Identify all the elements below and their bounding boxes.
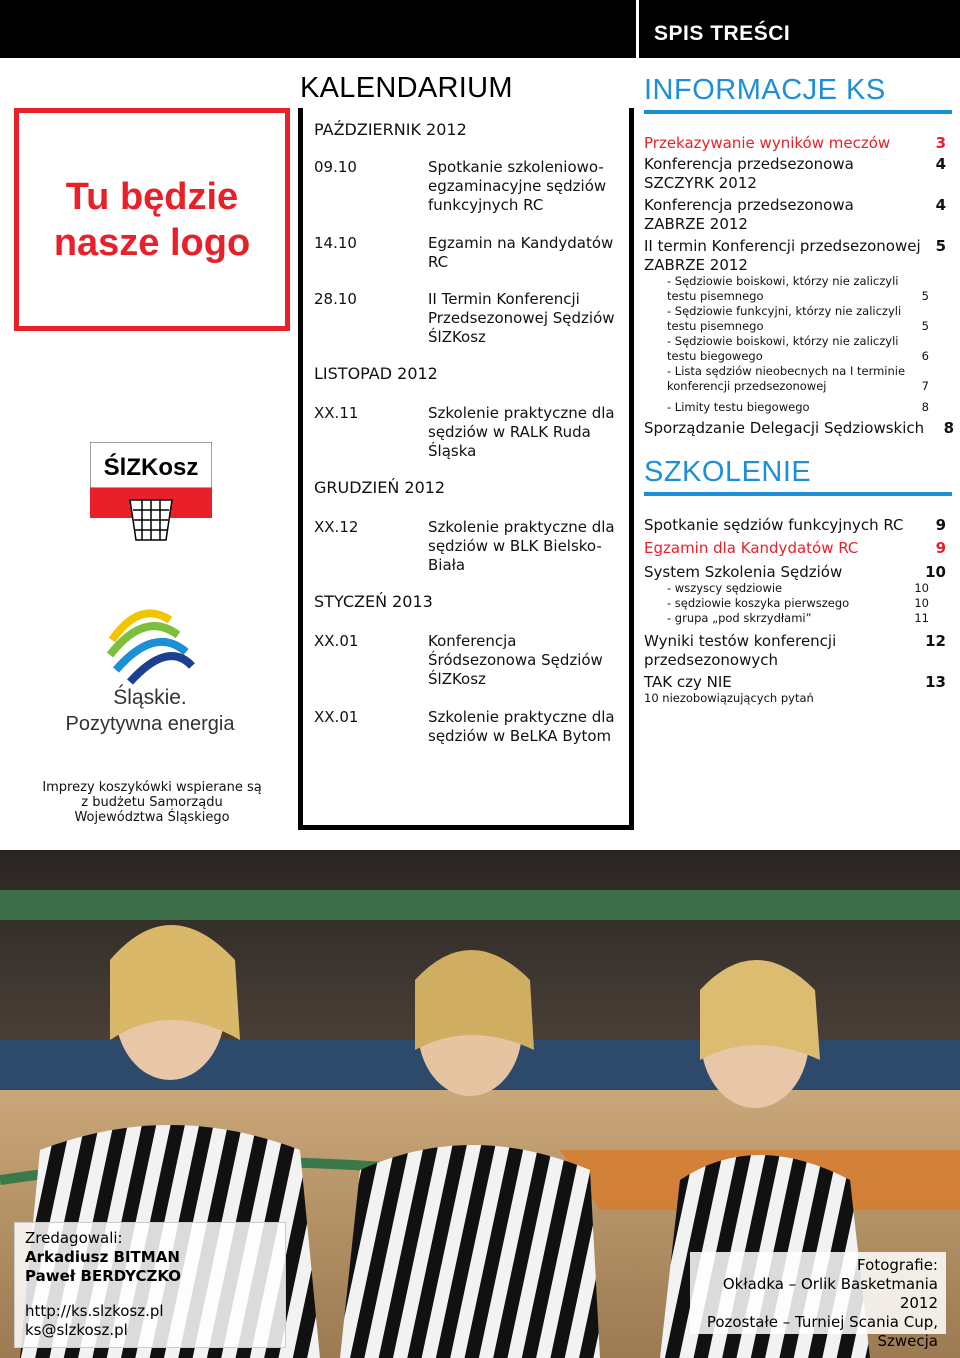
editor-name: Paweł BERDYCZKO: [25, 1267, 182, 1285]
slaskie-logo-icon: [60, 600, 240, 740]
toc-subitem[interactable]: [667, 400, 929, 415]
toc-subitem-page: 5: [921, 319, 929, 333]
toc-item-label: II termin Konferencji przedsezonowej: [644, 237, 921, 255]
toc-item-label: Konferencja przedsezonowa: [644, 196, 854, 214]
event-description: Szkolenie praktyczne dla sędziów w BLK Bielsko-Biała: [428, 518, 615, 574]
toc-subitem-page: 6: [921, 349, 929, 363]
toc-item-label-line2: ZABRZE 2012: [644, 256, 748, 274]
toc-subitem-line1: - Sędziowie boiskowi, którzy nie zaliczyli: [667, 274, 899, 288]
calendar-month: PAŹDZIERNIK 2012: [314, 120, 467, 139]
toc-item[interactable]: [644, 539, 946, 558]
toc-subitem-page: 11: [914, 611, 929, 625]
toc-section-training-title: SZKOLENIE: [644, 456, 812, 488]
toc-item-page: 9: [935, 516, 946, 534]
email-link[interactable]: ks@slzkosz.pl: [25, 1321, 128, 1339]
event-description: Konferencja Śródsezonowa Sędziów ŚlZKosz: [428, 632, 603, 688]
toc-item[interactable]: [644, 632, 946, 670]
event-description: Szkolenie praktyczne dla sędziów w RALK Ruda Śląska: [428, 404, 615, 460]
toc-item-label-line2: ZABRZE 2012: [644, 215, 748, 233]
toc-item-page: 4: [935, 196, 946, 214]
editor-name: Arkadiusz BITMAN: [25, 1248, 180, 1266]
toc-item[interactable]: [644, 134, 946, 153]
toc-item[interactable]: [644, 237, 946, 275]
event-date: XX.11: [314, 404, 359, 422]
toc-item-label: Wyniki testów konferencji: [644, 632, 837, 650]
logo-placeholder: [14, 108, 290, 331]
toc-subitem-line2: testu pisemnego: [667, 289, 764, 303]
event-date: 09.10: [314, 158, 357, 176]
toc-item-label: Sporządzanie Delegacji Sędziowskich: [644, 419, 925, 437]
toc-item[interactable]: [644, 419, 954, 438]
toc-subitem[interactable]: [667, 611, 929, 626]
toc-item[interactable]: [644, 563, 946, 582]
logo-placeholder-line1: Tu będzie: [65, 175, 239, 218]
toc-subitem-page: 10: [914, 581, 929, 595]
toc-item-label: System Szkolenia Sędziów: [644, 563, 843, 581]
logo-placeholder-line2: nasze logo: [53, 221, 251, 264]
toc-item-page: 4: [935, 155, 946, 173]
toc-item-page: 12: [925, 632, 946, 650]
toc-subitem-line1: - Sędziowie funkcyjni, którzy nie zaliczyli: [667, 304, 902, 318]
event-date: 14.10: [314, 234, 357, 252]
top-bar: [0, 0, 960, 58]
editors-credits: [14, 1222, 286, 1348]
toc-subitem[interactable]: [667, 364, 929, 394]
photo-credit-line: Szwecja: [877, 1332, 938, 1350]
toc-subitem-page: 7: [921, 379, 929, 393]
event-description: Spotkanie szkoleniowo-egzaminacyjne sędziów funkcyjnych RC: [428, 158, 607, 214]
slaskie-logo-line1: Śląskie.: [113, 686, 187, 709]
toc-subitem-line2: testu pisemnego: [667, 319, 764, 333]
toc-subitem-label: - wszyscy sędziowie: [667, 581, 783, 595]
toc-item-label: TAK czy NIE: [644, 673, 732, 691]
photos-label: Fotografie:: [857, 1256, 938, 1274]
slaskie-logo-line2: Pozytywna energia: [65, 713, 235, 735]
toc-item[interactable]: [644, 673, 946, 692]
toc-item-label: Przekazywanie wyników meczów: [644, 134, 891, 152]
toc-subitem[interactable]: [667, 274, 929, 304]
toc-subitem-page: 10: [914, 596, 929, 610]
website-link[interactable]: http://ks.slzkosz.pl: [25, 1302, 164, 1320]
photo-credits: [690, 1252, 946, 1350]
cover-photo: [0, 850, 960, 1358]
toc-item-page: 13: [925, 673, 946, 691]
event-date: XX.01: [314, 632, 359, 650]
toc-subitem-label: - grupa „pod skrzydłami”: [667, 611, 812, 625]
toc-item[interactable]: [644, 516, 946, 535]
toc-item-page: 5: [935, 237, 946, 255]
toc-header-title: SPIS TREŚCI: [654, 22, 791, 45]
toc-section-rule: [644, 110, 952, 114]
slzkosz-logo-text: ŚlZKosz: [103, 454, 199, 481]
toc-item-label-line2: SZCZYRK 2012: [644, 174, 757, 192]
toc-subitem-label: - sędziowie koszyka pierwszego: [667, 596, 850, 610]
event-date: 28.10: [314, 290, 357, 308]
support-text: Imprezy koszykówki wspierane są z budżetu Samorządu Województwa Śląskiego: [42, 780, 262, 825]
event-description: Egzamin na Kandydatów RC: [428, 234, 614, 271]
event-date: XX.12: [314, 518, 359, 536]
toc-subitem[interactable]: [667, 304, 929, 334]
toc-subitem-line1: - Sędziowie boiskowi, którzy nie zaliczyli: [667, 334, 899, 348]
toc-item-page: 8: [943, 419, 954, 437]
event-description: II Termin Konferencji Przedsezonowej Sędziów ŚlZKosz: [428, 290, 615, 346]
toc-subitem-line1: - Limity testu biegowego: [667, 400, 810, 414]
toc-subitem-line1: - Lista sędziów nieobecnych na I terminie: [667, 364, 906, 378]
toc-subitem[interactable]: [667, 596, 929, 611]
toc-subitem[interactable]: [667, 334, 929, 364]
photo-credit-line: Okładka – Orlik Basketmania 2012: [722, 1275, 938, 1312]
slzkosz-logo-icon: [90, 442, 212, 542]
toc-section-rule: [644, 492, 952, 496]
toc-subitem-line2: konferencji przedsezonowej: [667, 379, 827, 393]
photo-credit-line: Pozostałe – Turniej Scania Cup,: [706, 1313, 938, 1331]
toc-item-label: Konferencja przedsezonowa: [644, 155, 854, 173]
event-description: Szkolenie praktyczne dla sędziów w BeLKA Bytom: [428, 708, 615, 745]
toc-item[interactable]: [644, 196, 946, 234]
toc-item-page: 3: [935, 134, 946, 152]
toc-item-label: Egzamin dla Kandydatów RC: [644, 539, 859, 557]
toc-item-note: 10 niezobowiązujących pytań: [644, 691, 814, 705]
toc-item-page: 10: [925, 563, 946, 581]
toc-subitem[interactable]: [667, 581, 929, 596]
calendar-month: STYCZEŃ 2013: [314, 592, 433, 611]
toc-item-page: 9: [935, 539, 946, 557]
toc-subitem-line2: testu biegowego: [667, 349, 763, 363]
calendar-month: LISTOPAD 2012: [314, 364, 438, 383]
toc-subitem-page: 8: [921, 400, 929, 414]
logo-placeholder-text: [54, 174, 250, 266]
calendar-title: KALENDARIUM: [300, 72, 513, 104]
toc-item[interactable]: [644, 155, 946, 193]
toc-section-info-title: INFORMACJE KS: [644, 74, 886, 106]
toc-item-label-line2: przedsezonowych: [644, 651, 778, 669]
event-date: XX.01: [314, 708, 359, 726]
toc-item-label: Spotkanie sędziów funkcyjnych RC: [644, 516, 904, 534]
editors-label: Zredagowali:: [25, 1229, 123, 1247]
top-bar-separator: [636, 0, 639, 58]
calendar-month: GRUDZIEŃ 2012: [314, 478, 446, 497]
toc-subitem-page: 5: [921, 289, 929, 303]
